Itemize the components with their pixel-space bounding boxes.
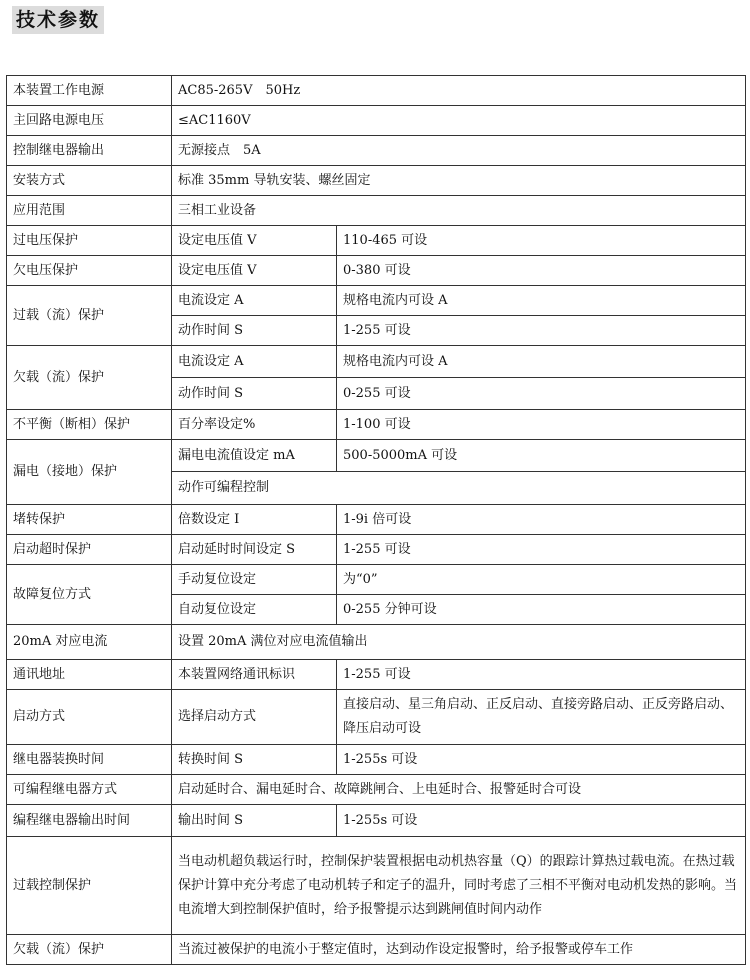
row-param: 手动复位设定 — [172, 565, 337, 595]
row-value: 0-255 分钟可设 — [337, 595, 746, 625]
table-row — [7, 440, 746, 472]
table-row — [7, 76, 746, 106]
table-row — [7, 196, 746, 226]
row-param: 漏电电流值设定 mA — [172, 440, 337, 472]
row-param: 百分率设定% — [172, 410, 337, 440]
row-value: 1-9i 倍可设 — [337, 505, 746, 535]
table-row — [7, 256, 746, 286]
table-row — [7, 565, 746, 595]
section-title: 技术参数 — [12, 6, 104, 34]
row-value: ≤AC1160V — [172, 106, 746, 136]
row-value: 无源接点 5A — [172, 136, 746, 166]
row-label: 启动方式 — [7, 690, 172, 745]
row-value: 0-255 可设 — [337, 378, 746, 410]
row-note: 动作可编程控制 — [172, 472, 746, 505]
row-value: 1-100 可设 — [337, 410, 746, 440]
row-value: 当电动机超负载运行时，控制保护装置根据电动机热容量（Q）的跟踪计算热过载电流。在热过载保护计算中充分考虑了电动机转子和定子的温升，同时考虑了三相不平衡对电动机发热的影响。当电流增大到控制保护值时，给予报警提示达到跳闸值时间内动作 — [172, 837, 746, 935]
row-value: 标准 35mm 导轨安装、螺丝固定 — [172, 166, 746, 196]
row-value: 1-255 可设 — [337, 660, 746, 690]
row-label: 主回路电源电压 — [7, 106, 172, 136]
table-row — [7, 505, 746, 535]
row-label: 控制继电器输出 — [7, 136, 172, 166]
table-row — [7, 837, 746, 935]
table-row — [7, 805, 746, 837]
table-row — [7, 935, 746, 965]
row-label: 本装置工作电源 — [7, 76, 172, 106]
row-label: 堵转保护 — [7, 505, 172, 535]
row-label: 欠载（流）保护 — [7, 346, 172, 410]
row-param: 动作时间 S — [172, 378, 337, 410]
row-label: 过载（流）保护 — [7, 286, 172, 346]
row-label: 不平衡（断相）保护 — [7, 410, 172, 440]
row-label: 过电压保护 — [7, 226, 172, 256]
row-label: 可编程继电器方式 — [7, 775, 172, 805]
row-param: 电流设定 A — [172, 346, 337, 378]
row-value: 规格电流内可设 A — [337, 346, 746, 378]
table-row — [7, 346, 746, 378]
row-label: 20mA 对应电流 — [7, 625, 172, 660]
row-label: 故障复位方式 — [7, 565, 172, 625]
table-row — [7, 286, 746, 316]
row-label: 通讯地址 — [7, 660, 172, 690]
row-value: 0-380 可设 — [337, 256, 746, 286]
table-row — [7, 166, 746, 196]
table-row — [7, 410, 746, 440]
row-param: 自动复位设定 — [172, 595, 337, 625]
row-value: 启动延时合、漏电延时合、故障跳闸合、上电延时合、报警延时合可设 — [172, 775, 746, 805]
table-row — [7, 226, 746, 256]
row-param: 本装置网络通讯标识 — [172, 660, 337, 690]
table-row — [7, 136, 746, 166]
row-param: 输出时间 S — [172, 805, 337, 837]
row-param: 选择启动方式 — [172, 690, 337, 745]
row-value: 1-255 可设 — [337, 316, 746, 346]
row-value: 500-5000mA 可设 — [337, 440, 746, 472]
row-value: 为“0” — [337, 565, 746, 595]
row-value: 规格电流内可设 A — [337, 286, 746, 316]
row-value: 1-255 可设 — [337, 535, 746, 565]
row-value: 110-465 可设 — [337, 226, 746, 256]
row-label: 应用范围 — [7, 196, 172, 226]
row-label: 过载控制保护 — [7, 837, 172, 935]
table-row — [7, 775, 746, 805]
table-row — [7, 660, 746, 690]
table-row — [7, 745, 746, 775]
row-label: 启动超时保护 — [7, 535, 172, 565]
row-param: 设定电压值 V — [172, 226, 337, 256]
spec-table — [6, 75, 746, 965]
table-row — [7, 625, 746, 660]
row-value: 当流过被保护的电流小于整定值时，达到动作设定报警时，给予报警或停车工作 — [172, 935, 746, 965]
row-value: 三相工业设备 — [172, 196, 746, 226]
row-param: 设定电压值 V — [172, 256, 337, 286]
row-label: 欠电压保护 — [7, 256, 172, 286]
row-param: 倍数设定 I — [172, 505, 337, 535]
table-row — [7, 535, 746, 565]
row-param: 启动延时时间设定 S — [172, 535, 337, 565]
row-label: 继电器装换时间 — [7, 745, 172, 775]
row-label: 漏电（接地）保护 — [7, 440, 172, 505]
row-value: 设置 20mA 满位对应电流值输出 — [172, 625, 746, 660]
row-value: 1-255s 可设 — [337, 745, 746, 775]
row-value: 1-255s 可设 — [337, 805, 746, 837]
row-value: 直接启动、星三角启动、正反启动、直接旁路启动、正反旁路启动、降压启动可设 — [337, 690, 746, 745]
row-param: 电流设定 A — [172, 286, 337, 316]
row-label: 安装方式 — [7, 166, 172, 196]
row-param: 动作时间 S — [172, 316, 337, 346]
table-row — [7, 690, 746, 745]
table-row — [7, 106, 746, 136]
row-value: AC85-265V 50Hz — [172, 76, 746, 106]
row-label: 欠载（流）保护 — [7, 935, 172, 965]
row-param: 转换时间 S — [172, 745, 337, 775]
row-label: 编程继电器输出时间 — [7, 805, 172, 837]
